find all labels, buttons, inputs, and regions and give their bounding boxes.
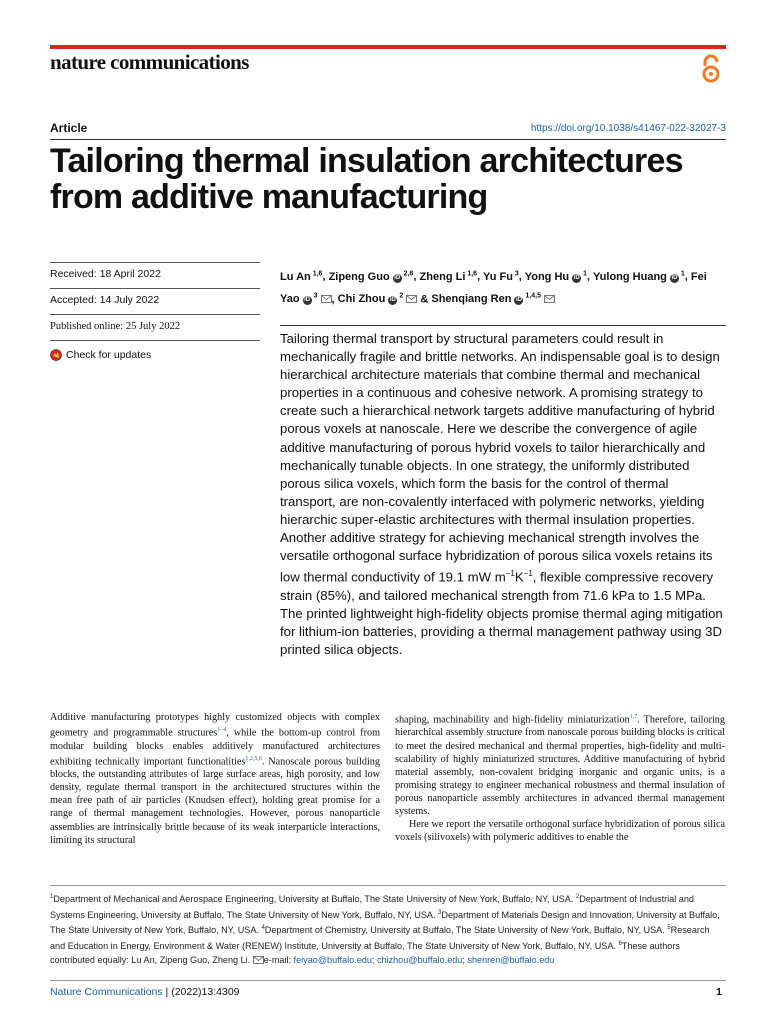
unit-kelvin: K: [514, 569, 524, 585]
body-text: , while the bottom-up control from modular building blocks enables additively manufactured architectures exhibiting technically important functionalities: [50, 727, 380, 768]
affiliation-text: Research and Education in Energy, Environment & Water (RENEW) Institute, University at Buffalo, The State University of New York, Buffalo, NY, USA.: [50, 925, 710, 951]
email-link[interactable]: feiyao@buffalo.edu: [293, 954, 372, 965]
article-title: Tailoring thermal insulation architectures from additive manufacturing: [50, 142, 683, 216]
affiliation-number: 2: [575, 894, 580, 900]
author-separator: ,: [477, 270, 483, 283]
abstract-text: , flexible compressive recovery strain (85%), and tailored mechanical strength from 71.6 kPa to 1.5 MPa. The printed lightweight high-fidelity objects promise thermal aging mitigation for lithium-ion batteries, providing a thermal management pathway using 3D printed silica objects.: [280, 569, 723, 657]
page-number: 1: [716, 986, 722, 998]
conductivity-value: 19.1 mW m: [438, 569, 506, 585]
email-link[interactable]: chizhou@buffalo.edu: [376, 954, 463, 965]
abstract: [280, 330, 726, 659]
affiliation-text: Department of Chemistry, University at Buffalo, The State University of New York, Buffalo, NY, USA.: [264, 925, 668, 936]
author-name: Chi Zhou: [337, 293, 386, 306]
affiliation-text: Department of Industrial and Systems Engineering, University at Buffalo, The State University of New York, Buffalo, NY, USA.: [50, 894, 694, 920]
body-column-left: [50, 711, 380, 847]
abstract-text: Tailoring thermal transport by structural parameters could result in mechanically fragile and brittle networks. An indispensable goal is to design hierarchical architecture materials that combine thermal and mechanical properties in a continuous and cohesive network. A promising strategy to create such a hierarchical network targets additive manufacturing of hybrid porous voxels at nanoscale. Here we describe the convergence of agile additive manufacturing of porous hybrid voxels to tailor hierarchically and mechanically tunable objects. In one strategy, the uniformly distributed porous silica voxels, which form the basis for the control of thermal transport, are non-covalently interfaced with polymeric networks, yielding hierarchic super-elastic architectures with thermal insulation properties. Another additive strategy for achieving mechanical strength involves the versatile orthogonal surface hybridization of porous silica voxels retains its low thermal conductivity of: [280, 331, 720, 585]
mail-icon[interactable]: [406, 295, 417, 303]
affiliations: [50, 891, 726, 967]
author-separator: ,: [331, 293, 338, 306]
body-text: Additive manufacturing prototypes highly customized objects with complex geometry and programmable structures: [50, 712, 380, 739]
check-for-updates-button[interactable]: [50, 349, 151, 361]
author-separator: ,: [684, 270, 691, 283]
author-affiliation: 1: [678, 270, 685, 277]
email-separator: ;: [371, 954, 377, 965]
orcid-icon[interactable]: iD: [389, 297, 396, 304]
check-updates-label: Check for updates: [66, 349, 152, 361]
author-affiliation: 3: [512, 270, 519, 277]
affiliation-number: 5: [667, 925, 671, 932]
reference-link[interactable]: 1,7: [629, 714, 638, 720]
author-name: Yulong Huang: [592, 270, 667, 283]
affiliation-number: 1: [50, 894, 54, 900]
author-name: Lu An: [280, 270, 311, 283]
author[interactable]: [431, 293, 555, 305]
footer-rule: [50, 980, 726, 981]
email-label: e-mail:: [263, 954, 294, 965]
author-affiliation: 2: [397, 292, 404, 300]
body-paragraph: Here we report the versatile orthogonal surface hybridization of porous silica voxels (silivoxels) with polymeric additives to enable the: [395, 819, 725, 844]
unit-exponent: −1: [523, 569, 533, 579]
footer-volume: (2022)13:4309: [171, 986, 240, 998]
author-affiliation: 1,4,5: [523, 292, 541, 300]
affiliation-number: 4: [261, 925, 265, 932]
author-affiliation: 1: [581, 270, 588, 277]
unit-exponent: −1: [505, 569, 515, 579]
body-text: . Therefore, tailoring hierarchical assembly structure from nanoscale porous building blocks is critical to meet the desired mechanical and thermal properties, high-fidelity and multi-scalability of highly miniaturized structures. Additive manufacturing of hybrid material assembly, non-covalent bridging inorganic and organic units, is a promising strategy to engineer mechanical robustness and thermal insulation of porous nanoparticle assembly architectures in advanced thermal management systems.: [395, 714, 725, 818]
title-rule: [50, 139, 726, 140]
affiliation-text: Department of Mechanical and Aerospace Engineering, University at Buffalo, The State University of New York, Buffalo, NY, USA.: [53, 894, 576, 905]
meta-divider: [50, 340, 260, 341]
author-affiliation: 1,6: [310, 270, 323, 277]
meta-divider: [50, 262, 260, 263]
author-separator: ,: [587, 270, 593, 283]
published-date: Published online: 25 July 2022: [50, 321, 181, 332]
author[interactable]: [420, 271, 478, 283]
footnote-rule: [50, 885, 726, 886]
author[interactable]: [338, 293, 418, 305]
footer-separator: |: [162, 986, 172, 998]
author[interactable]: [280, 271, 322, 283]
header-accent-rule: [50, 45, 726, 49]
article-type: Article: [50, 121, 88, 135]
orcid-icon[interactable]: iD: [573, 274, 580, 281]
reference-link[interactable]: 1–4: [217, 727, 227, 734]
mail-icon[interactable]: [544, 295, 555, 303]
author-separator: ,: [518, 270, 525, 283]
author[interactable]: [483, 271, 519, 283]
open-access-icon: [701, 54, 721, 84]
accepted-date: Accepted: 14 July 2022: [50, 294, 160, 306]
orcid-icon[interactable]: iD: [515, 297, 522, 304]
author-name: Fei Yao: [280, 270, 707, 306]
author-affiliation: 2,6: [401, 270, 414, 277]
mail-icon[interactable]: [253, 956, 264, 964]
body-text: shaping, machinability and high-fidelity miniaturization: [395, 714, 630, 726]
received-date: Received: 18 April 2022: [50, 268, 161, 280]
author-name: Zheng Li: [419, 270, 466, 283]
author-affiliation: 1,6: [465, 270, 478, 277]
body-text: . Nanoscale porous building blocks, the outstanding attributes of large surface areas, high porosity, and low density, regulate thermal transport in the architectured structures within the mean free path of air particles (Knudsen effect), holding great promise for a range of thermal management technologies. However, porous nanoparticle assemblies are intrinsically brittle because of its weak interparticle interactions, limiting its structural: [50, 756, 380, 846]
author-separator: &: [417, 293, 432, 306]
author-name: Yu Fu: [482, 270, 513, 283]
author[interactable]: [525, 271, 587, 283]
author-name: Shenqiang Ren: [431, 293, 512, 306]
orcid-icon[interactable]: iD: [671, 274, 678, 281]
footer-citation: [50, 986, 240, 998]
orcid-icon[interactable]: iD: [304, 297, 311, 304]
author-separator: ,: [322, 270, 329, 283]
meta-divider: [50, 314, 260, 315]
email-separator: ;: [462, 954, 468, 965]
author-list: [280, 264, 726, 309]
mail-icon[interactable]: [321, 295, 332, 303]
author[interactable]: [329, 271, 414, 283]
doi-link[interactable]: https://doi.org/10.1038/s41467-022-32027-3: [530, 123, 726, 134]
email-link[interactable]: shenren@buffalo.edu: [467, 954, 555, 965]
author-name: Yong Hu: [524, 270, 570, 283]
author[interactable]: [593, 271, 685, 283]
author-affiliation: 3: [311, 292, 318, 300]
affiliation-number: 3: [438, 909, 442, 916]
affiliation-text: These authors contributed equally: Lu An, Zipeng Guo, Zheng Li.: [50, 940, 680, 965]
footer-journal[interactable]: Nature Communications: [50, 986, 163, 998]
check-updates-icon: [50, 349, 62, 361]
affiliation-number: 6: [618, 940, 622, 947]
abstract-rule: [280, 325, 726, 326]
body-column-right: [395, 711, 725, 844]
affiliation-text: Department of Materials Design and Innovation, University at Buffalo, The State University of New York, Buffalo, NY, USA.: [50, 909, 720, 936]
author-separator: ,: [413, 270, 420, 283]
journal-name: nature communications: [50, 50, 249, 74]
author-name: Zipeng Guo: [328, 270, 390, 283]
reference-link[interactable]: 1,2,5,6: [245, 755, 262, 762]
orcid-icon[interactable]: iD: [394, 274, 401, 281]
meta-divider: [50, 288, 260, 289]
